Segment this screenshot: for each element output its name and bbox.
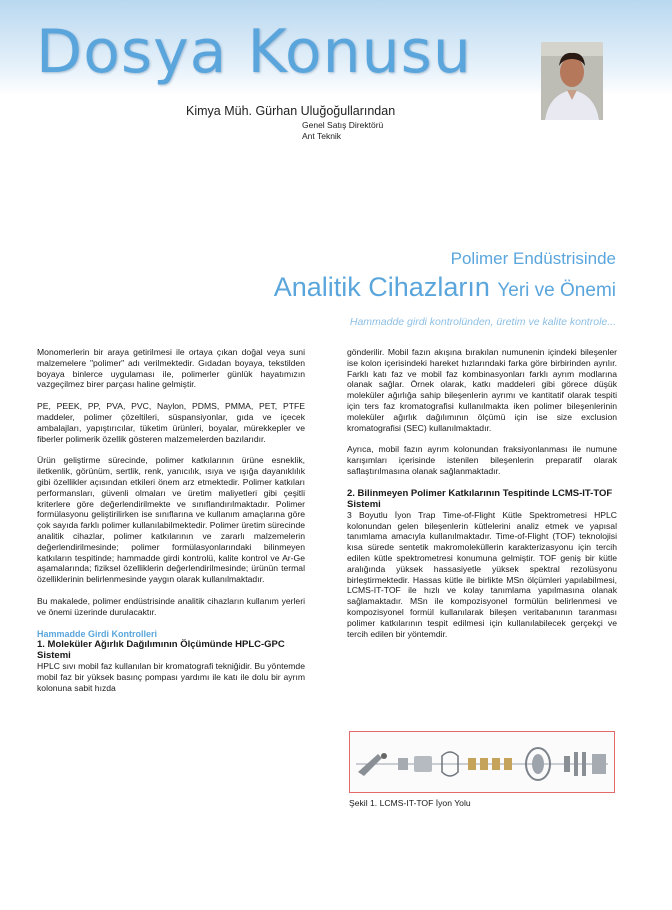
paragraph: Ayrıca, mobil fazın ayrım kolonundan fraksiyonlanması ile numune karışımları içerisinde istenilen bileşenlerin preparatif olarak saflaştırılmasına olanak sağlanmaktadır. [347,444,617,476]
author-company: Ant Teknik [302,131,342,141]
paragraph: PE, PEEK, PP, PVA, PVC, Naylon, PDMS, PMMA, PET, PTFE maddeler, polimer çözeltileri, süspansiyonlar, gıda ve içecek ambalajları, yapıştırıcılar, tüketim ürünleri, boyalar, mürekkepler ve fiberler polimerik özellik gösteren malzemelerden bazılarıdır. [37,401,305,444]
article-title-line1: Polimer Endüstrisinde [450,249,616,268]
paragraph: 3 Boyutlu İyon Trap Time-of-Flight Kütle Spektrometresi HPLC kolonundan gelen bileşenlerin kütlelerini analiz etmek ve yapısal tanımlama amacıyla kullanılmaktadır. Time-of-Flight (TOF) teknolojisi kısa sürede sentetik makromoleküllerin karakterizasyonu için tercih edilen kütle spektrometresi konumuna gelmiştir. TOF geniş bir kütle aralığında yüksek hassasiyetle yüksek spektral rezolüsyonu birleştirmektedir. Hassas kütle ile birlikte MSn ölçümleri yapılabilmesi, LCMS-IT-TOF ile hızlı ve kolay tanımlama yapılmasına olanak sağlamaktadır. MSn ile kompozisyonel formülün belirlenmesi ve kompozisyonel formül kullanılarak bileşen veritabanının taranması polimer katkılarının tespit edilmesi için kullanılabilecek gerçekçi ve tercih edilen bir yöntemdir. [347,509,617,639]
left-column [37,347,305,705]
article-title-line2 [274,272,616,303]
article-title-small: Yeri ve Önemi [497,280,616,301]
figure-caption: Şekil 1. LCMS-IT-TOF İyon Yolu [349,798,471,808]
subsection-heading: 2. Bilinmeyen Polimer Katkılarının Tespitinde LCMS-IT-TOF Sistemi [347,487,613,510]
author-title: Genel Satış Direktörü [302,120,384,130]
ion-path-figure [349,731,615,793]
author-name: Kimya Müh. Gürhan Uluğoğullarından [186,104,396,118]
right-column [347,347,617,650]
magazine-section-title: Dosya Konusu [36,17,472,87]
article-tagline: Hammadde girdi kontrolünden, üretim ve kalite kontrole... [349,316,616,328]
paragraph: Bu makalede, polimer endüstrisinde analitik cihazların kullanım yerleri ve önemi üzerinde durulacaktır. [37,595,305,617]
article-title-main: Analitik Cihazların [273,272,490,302]
paragraph: Monomerlerin bir araya getirilmesi ile ortaya çıkan doğal veya suni malzemelere "polimer" adı verilmektedir. Gıdadan boyaya, tekstilden boyaya binlerce uygulaması ile, polimerler günlük hayatımızın vazgeçilmez birer parçası haline gelmiştir. [37,347,305,390]
paragraph: HPLC sıvı mobil faz kullanılan bir kromatografi tekniğidir. Bu yöntemde mobil faz bir yüksek basınç pompası yardımı ile katı ile dolu bir ayrım kolonuna sabit hızda [37,661,305,693]
author-photo [541,42,603,120]
author-role [302,120,383,142]
paragraph: Ürün geliştirme sürecinde, polimer katkılarının ürüne esneklik, iletkenlik, görünüm, sertlik, renk, yanıcılık, ısıya ve ışığa dayanıklılık gibi özellikler açısından etkileri önem arz etmektedir. Polimer katkıları performansları, güvenli olmaları ve üretim maliyetleri gibi çeşitli kriterlere göre değerlendirilmekte ve sınıflandırılmaktadır. Polimer formülasyonu geliştirilirken ise sınıflarına ve kullanım amaçlarına göre çok sayıda farklı polimer kullanılabilmektedir. Polimer üretim sürecinde analitik cihazlar, polimer katkılarının ve zararlı malzemelerin değerlendirilmesinde; polimer formülasyonlarındaki bilinmeyen katkıların tespitinde; hammadde girdi kontrolü, kalite kontrol ve Ar-Ge aşamalarında; fiziksel özelliklerin değerlendirilmesinde; ürünün termal özelliklerinin belirlenmesinde yaygın olarak kullanılmaktadır. [37,455,305,585]
subsection-heading: 1. Moleküler Ağırlık Dağılımının Ölçümünde HPLC-GPC Sistemi [37,639,285,662]
paragraph: gönderilir. Mobil fazın akışına bırakılan numunenin içindeki bileşenler ise kolon içerisindeki hareket hızlarındaki farka göre birbirinden ayrılır. Farklı katı faz ve mobil faz kombinasyonları farklı ayrım modlarına olanak sağlar. Örnek olarak, katkı maddeleri gibi görece düşük moleküler ağırlığa sahip bileşenlerin ayrımı ve kantitatif olarak tespiti için ters faz kromatografisi kullanılmakta iken polimer bileşenlerinin moleküler ağırlık dağılımının ölçümü için ise size exclusion kromatografisi (SEC) kullanılmaktadır. [347,347,617,433]
section-heading: Hammadde Girdi Kontrolleri [37,628,158,639]
